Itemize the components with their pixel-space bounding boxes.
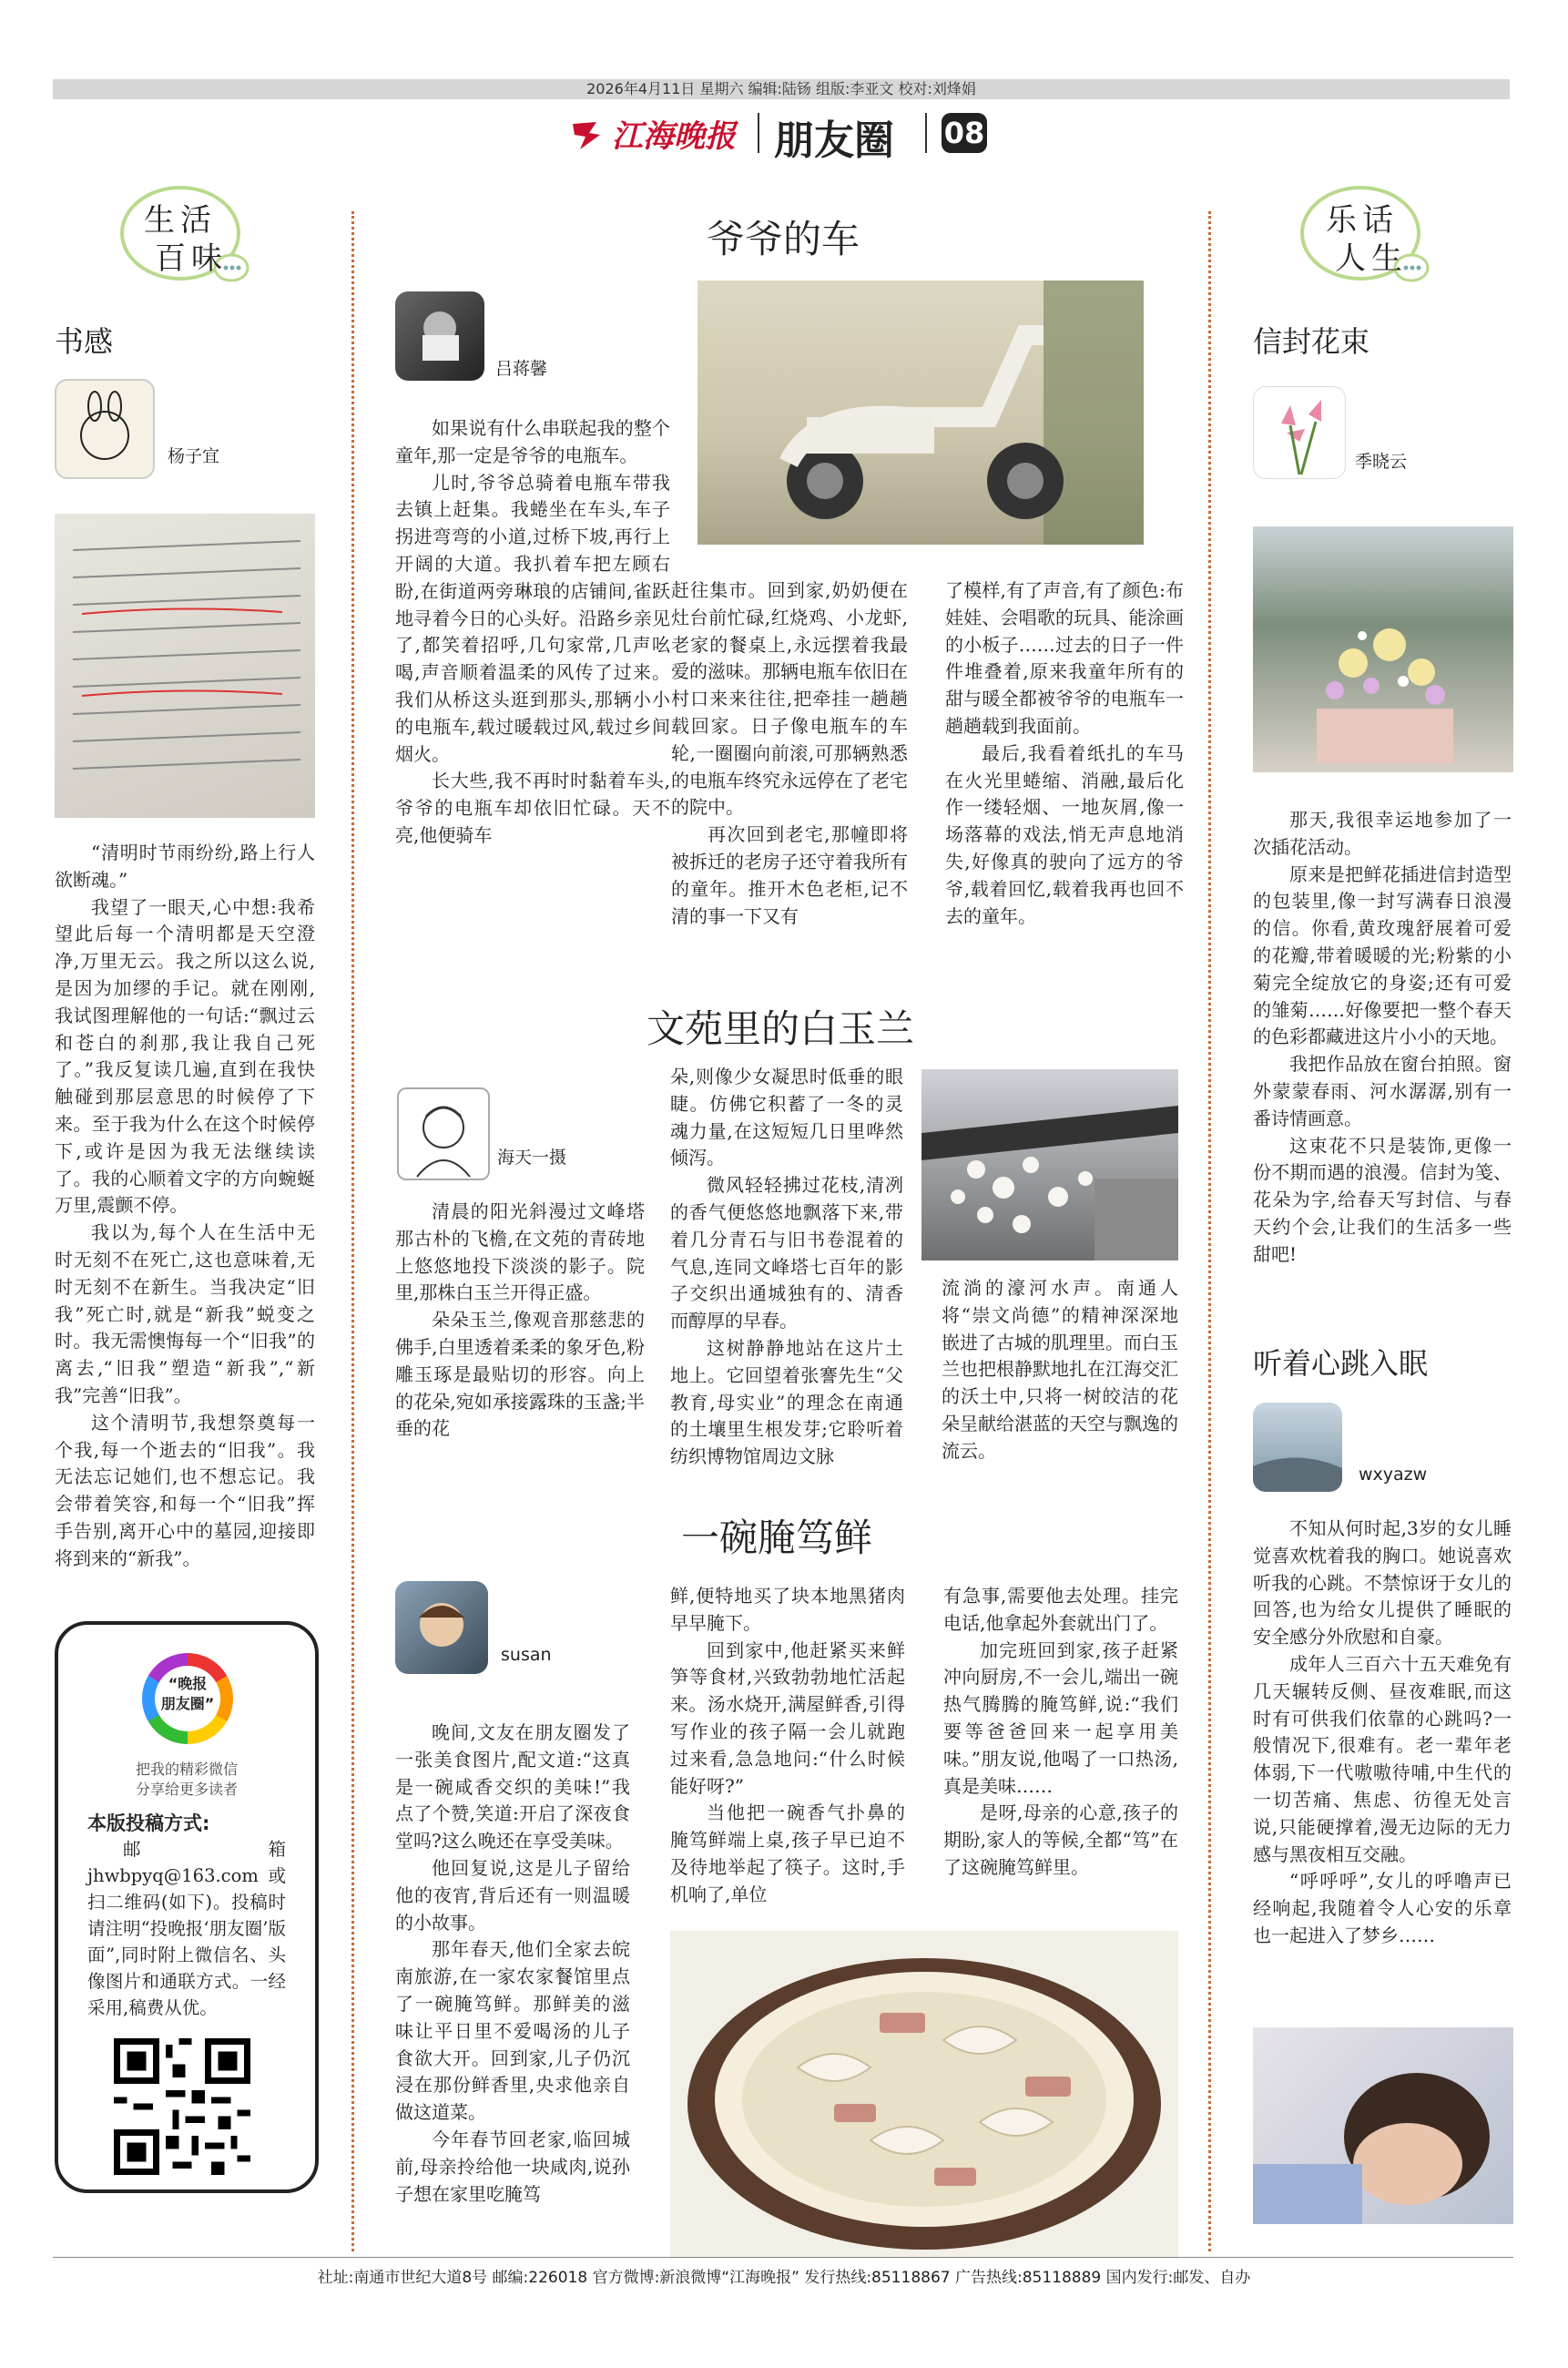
promo-logo-line2: 朋友圈” bbox=[160, 1695, 215, 1712]
promo-body: 邮箱 jhwbpyq@163.com 或扫二维码(如下)。投稿时请注明“投晚报‘朋友圈’版面”,同时附上微信名、头像图片和通联方式。一经采用,稿费从优。 bbox=[87, 1839, 286, 2018]
magnolia-photo bbox=[921, 1069, 1178, 1261]
life-talk-badge-line1: 乐话 bbox=[1326, 202, 1399, 239]
promo-heading: 本版投稿方式: bbox=[87, 1812, 210, 1834]
column-divider bbox=[351, 211, 354, 2251]
masthead-divider bbox=[758, 113, 759, 153]
article-body: 鲜,便特地买了块本地黑猪肉早早腌下。 回到家中,他赶紧买来鲜笋等食材,兴致勃勃地忙活起来。汤水烧开,满屋鲜香,引得写作业的孩子隔一会儿就跑过来看,急急地问:“什么时候能好呀?” 当他把一碗香气扑鼻的腌笃鲜端上桌,孩子早已迫不及待地举起了筷子。这时,手机响了,单位 bbox=[670, 1585, 905, 1905]
article-body: 有急事,需要他去处理。挂完电话,他拿起外套就出门了。 加完班回到家,孩子赶紧冲向厨房,不一会儿,端出一碗热气腾腾的腌笃鲜,说:“我们要等爸爸回来一起享用美味。”朋友说,他喝了一口热汤,真是美味…… 是呀,母亲的心意,孩子的期盼,家人的等候,全都“笃”在了这碗腌笃鲜里。 bbox=[943, 1585, 1178, 1878]
footer-info: 社址:南通市世纪大道8号 邮编:226018 官方微博:新浪微博“江海晚报” 发行热线:85118867 广告热线:85118889 国内发行:邮发、自办 bbox=[317, 2269, 1251, 2287]
article-body: 流淌的濠河水声。南通人将“崇文尚德”的精神深深地嵌进了古城的肌理里。而白玉兰也把根静默地扎在江海交汇的沃土中,只将一树皎洁的花朵呈献给湛蓝的天空与飘逸的流云。 bbox=[942, 1277, 1178, 1462]
article-title: 一碗腌笃鲜 bbox=[681, 1516, 873, 1560]
newspaper-logo-icon bbox=[569, 117, 606, 153]
article-body: 不知从何时起,3岁的女儿睡觉喜欢枕着我的胸口。她说喜欢听我的心跳。不禁惊讶于女儿的回答,也为给女儿提供了睡眠的安全感分外欣慰和自豪。 成年人三百六十五天难免有几天辗转反侧、昼夜难眠,而这时有可供我们依靠的心跳吗?一般情况下,很难有。老一辈年老体弱,下一代嗷嗷待哺,中生代的一切苦痛、焦虑、彷徨无处言说,只能硬撑着,漫无边际的无力感与黑夜相互交融。 “呼呼呼”,女儿的呼噜声已经响起,我随着令人心安的乐章也一起进入了梦乡…… bbox=[1253, 1517, 1512, 1946]
sketch-portrait-icon bbox=[399, 1089, 488, 1179]
article-title: 爷爷的车 bbox=[707, 217, 860, 261]
flower-envelope-photo bbox=[1253, 526, 1513, 772]
life-talk-badge-line2: 人生 bbox=[1335, 240, 1408, 277]
dateline-bar: 2026年4月11日 星期六 编辑:陆钖 组版:李亚文 校对:刘烽娟 bbox=[53, 79, 1510, 99]
section-title: 朋友圈 bbox=[774, 117, 894, 164]
author-name: wxyazw bbox=[1359, 1465, 1428, 1485]
column-divider bbox=[1208, 211, 1211, 2251]
author-avatar bbox=[397, 1087, 490, 1180]
article-body: 如果说有什么串联起我的整个童年,那一定是爷爷的电瓶车。 儿时,爷爷总骑着电瓶车带我去镇上赶集。我蜷坐在车头,车子拐进弯弯的小道,过桥下坡,再行上开阔的大道。我扒着车把左顾右盼,在街道两旁琳琅的店铺间,雀跃地寻着今日的心头好。沿路乡亲见了,都笑着招呼,几句家常,几声吆喝,声音顺着温柔的风传了过来。我们从桥这头逛到那头,那辆小小的电瓶车,载过暖载过风,载过乡间烟火。 长大些,我不再时时黏着车头,爷爷的电瓶车却依旧忙碌。天不亮,他便骑车 bbox=[395, 417, 670, 846]
author-avatar bbox=[1253, 1403, 1342, 1492]
article-title: 书感 bbox=[55, 324, 114, 359]
life-badge-line1: 生活 bbox=[144, 202, 217, 239]
life-badge-line2: 百味 bbox=[155, 240, 228, 277]
author-name: 吕蒋馨 bbox=[495, 359, 548, 379]
article-title: 听着心跳入眠 bbox=[1253, 1346, 1429, 1381]
sleeping-child-photo bbox=[1253, 2027, 1513, 2224]
promo-slogan: 分享给更多读者 bbox=[135, 1781, 238, 1798]
article-body: 朵,则像少女凝思时低垂的眼睫。仿佛它积蓄了一冬的灵魂力量,在这短短几日里哗然倾泻。 微风轻轻拂过花枝,清冽的香气便悠悠地飘落下来,带着几分青石与旧书卷混着的气息,连同文峰塔七百年的影子交织出通城独有的、清香而醇厚的早春。 这树静静地站在这片土地上。它回望着张謇先生“父教育,母实业”的理念在南通的土壤里生根发芽;它聆听着纺织博物馆周边文脉 bbox=[670, 1066, 903, 1468]
author-name: 杨子宜 bbox=[168, 446, 220, 466]
article-body: 赶往集市。回到家,奶奶便在灶台前忙碌,红烧鸡、小龙虾,老家的餐桌上,永远摆着我最爱的滋味。那辆电瓶车依旧在村口来来往往,把牵挂一趟趟载回家。日子像电瓶车的车轮,一圈圈向前滚,可那辆熟悉的电瓶车终究永远停在了老宅的院中。 再次回到老宅,那幢即将被拆迁的老房子还守着我所有的童年。推开木色老柜,记不清的事一下又有 bbox=[671, 579, 908, 927]
promo-logo-line1: “晚报 bbox=[168, 1675, 208, 1692]
author-avatar bbox=[395, 291, 484, 381]
author-avatar bbox=[1253, 386, 1346, 479]
book-page-photo bbox=[55, 514, 315, 818]
masthead-divider bbox=[925, 113, 927, 153]
newspaper-logo: 江海晚报 bbox=[612, 118, 736, 155]
author-name: susan bbox=[501, 1645, 552, 1665]
page-number: 08 bbox=[942, 113, 987, 153]
paragraph: 这个清明节,我想祭奠每一个我,每一个逝去的“旧我”。我无法忘记她们,也不想忘记。我会带着笑容,和每一个“旧我”挥手告别,离开心中的墓园,迎接即将到来的“新我”。 bbox=[55, 1411, 315, 1569]
article-body: 了模样,有了声音,有了颜色:布娃娃、会唱歌的玩具、能涂画的小板子……过去的日子一件件堆叠着,原来我童年所有的甜与暖全都被爷爷的电瓶车一趟趟载到我面前。 最后,我看着纸扎的车马在火光里蜷缩、消融,最后化作一缕轻烟、一地灰屑,像一场落幕的戏法,悄无声息地消失,好像真的驶向了远方的爷爷,载着回忆,载着我再也回不去的童年。 bbox=[945, 579, 1184, 927]
article-title: 文苑里的白玉兰 bbox=[647, 1006, 915, 1051]
article-body bbox=[55, 840, 315, 1573]
author-avatar bbox=[395, 1581, 488, 1674]
scooter-photo bbox=[697, 281, 1144, 545]
lily-flower-icon bbox=[1254, 387, 1345, 478]
rabbit-doodle-icon bbox=[56, 381, 153, 477]
soup-photo bbox=[670, 1931, 1178, 2259]
article-body: 晚间,文友在朋友圈发了一张美食图片,配文道:“这真是一碗咸香交织的美味!”我点了个赞,笑道:开启了深夜食堂吗?这么晚还在享受美味。 他回复说,这是儿子留给他的夜宵,背后还有一则温暖的小故事。 那年春天,他们全家去皖南旅游,在一家农家餐馆里点了一碗腌笃鲜。那鲜美的滋味让平日里不爱喝汤的儿子食欲大开。回到家,儿子仍沉浸在那份鲜香里,央求他亲自做这道菜。 今年春节回老家,临回城前,母亲拎给他一块咸肉,说孙子想在家里吃腌笃 bbox=[395, 1721, 630, 2205]
paragraph: 我望了一眼天,心中想:我希望此后每一个清明都是天空澄净,万里无云。我之所以这么说,是因为加缪的手记。就在刚刚,我试图理解他的一句话:“飘过云和苍白的刹那,我让我自己死了。”我反复读几遍,直到在我快触碰到那层意思的时候停了下来。至于我为什么在这个时候停下,或许是因为我无法继续读了。我的心顺着文字的方向蜿蜒万里,震颤不停。 bbox=[55, 895, 315, 1217]
author-name: 海天一摄 bbox=[497, 1148, 567, 1168]
promo-slogan: 把我的精彩微信 bbox=[135, 1761, 238, 1778]
article-body: 清晨的阳光斜漫过文峰塔那古朴的飞檐,在文苑的青砖地上悠悠地投下淡淡的影子。院里,那株白玉兰开得正盛。 朵朵玉兰,像观音那慈悲的佛手,白里透着柔柔的象牙色,粉雕玉琢是最贴切的形容。向上的花朵,宛如承接露珠的玉盏;半垂的花 bbox=[395, 1200, 645, 1440]
paragraph: “清明时节雨纷纷,路上行人欲断魂。” bbox=[55, 842, 315, 891]
article-title: 信封花束 bbox=[1253, 324, 1370, 359]
author-name: 季晓云 bbox=[1355, 452, 1408, 472]
qr-code-icon[interactable] bbox=[114, 2038, 250, 2175]
footer-rule bbox=[53, 2257, 1513, 2258]
paragraph: 我以为,每个人在生活中无时无刻不在死亡,这也意味着,无时无刻不在新生。当我决定“旧我”死亡时,就是“新我”蜕变之时。我无需懊悔每一个“旧我”的离去,“旧我”塑造“新我”,“新我”完善“旧我”。 bbox=[55, 1221, 315, 1406]
author-avatar bbox=[55, 379, 155, 479]
article-body: 那天,我很幸运地参加了一次插花活动。 原来是把鲜花插进信封造型的包装里,像一封写满春日浪漫的信。你看,黄玫瑰舒展着可爱的花瓣,带着暖暖的光;粉紫的小菊完全绽放它的身姿;还有可爱的雏菊……好像要把一整个春天的色彩都藏进这片小小的天地。 我把作品放在窗台拍照。窗外蒙蒙春雨、河水潺潺,别有一番诗情画意。 这束花不只是装饰,更像一份不期而遇的浪漫。信封为笺、花朵为字,给春天写封信、与春天约个会,让我们的生活多一些甜吧! bbox=[1253, 809, 1512, 1265]
